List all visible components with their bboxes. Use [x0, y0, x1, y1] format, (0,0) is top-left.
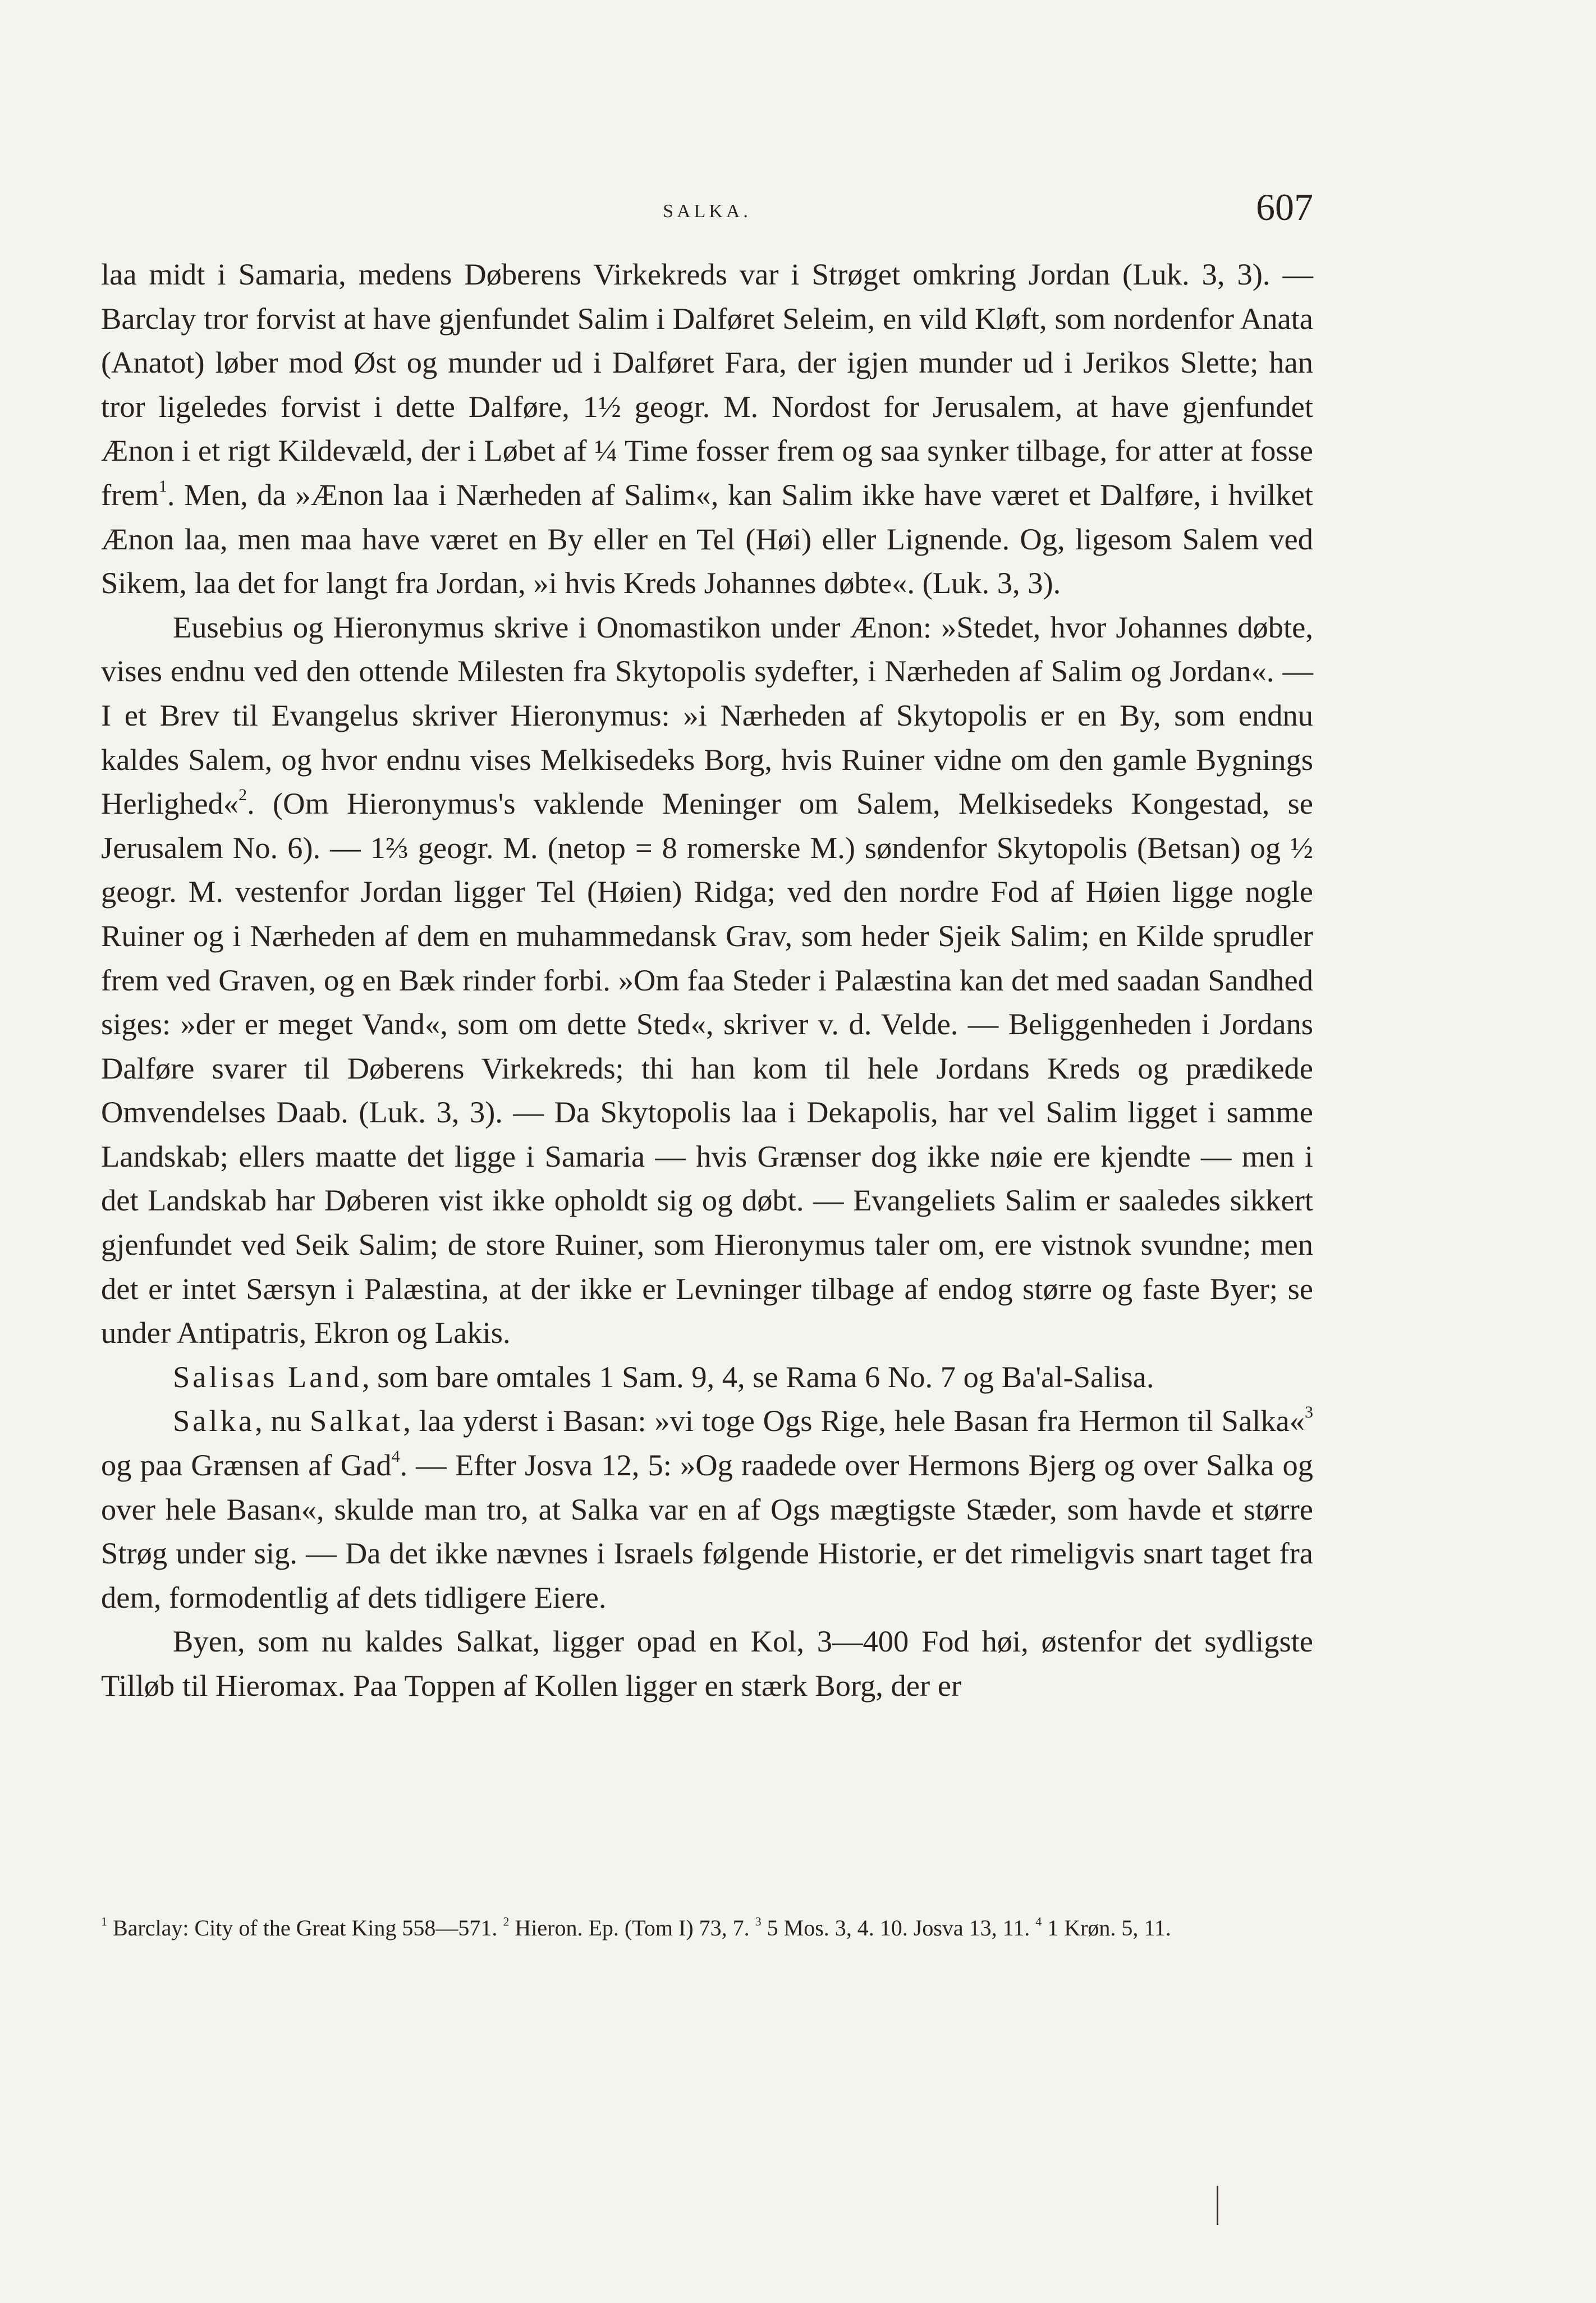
page-number: 607 — [1256, 186, 1313, 228]
registration-mark — [1217, 2186, 1218, 2225]
paragraph — [101, 1399, 1313, 1620]
text-run: Byen, som nu kaldes Salkat, ligger opad en Kol, 3—400 Fod høi, østenfor det sydligste Tilløb til Hieromax. Paa Toppen af Kollen ligger en stærk Borg, der er — [101, 1624, 1313, 1703]
running-head: SALKA. — [663, 201, 751, 222]
text-run: og paa Grænsen af Gad — [101, 1448, 392, 1483]
text-run: 1 Krøn. 5, 11. — [1042, 1915, 1171, 1940]
paragraph — [101, 253, 1313, 605]
footnote-marker: 2 — [239, 786, 247, 805]
page-header — [101, 185, 1313, 247]
footnote-line — [101, 1909, 1313, 1947]
footnote-marker: 3 — [1305, 1403, 1314, 1422]
footnote-marker: 4 — [1035, 1914, 1042, 1929]
footnotes — [101, 1909, 1313, 1947]
paragraph — [101, 605, 1313, 1355]
footnote-marker: 3 — [755, 1914, 762, 1929]
footnote-marker: 1 — [101, 1914, 107, 1929]
footnote-marker: 1 — [158, 477, 167, 496]
footnote-marker: 4 — [391, 1447, 400, 1466]
paragraph — [101, 1355, 1313, 1400]
text-run: , nu — [255, 1403, 310, 1438]
text-run: , laa yderst i Basan: »vi toge Ogs Rige, hele Basan fra Hermon til Salka« — [403, 1403, 1305, 1438]
entry-headword: Salka — [173, 1403, 255, 1438]
text-run: . (Om Hieronymus's vaklende Meninger om Salem, Melkisedeks Kongestad, se Jerusalem No. 6). — 1⅔ geogr. M. (netop = 8 romerske M.) søndenfor Skytopolis (Betsan) og ½ geogr. M. vestenfor Jordan ligger Tel (Høien) Ridga; ved den nordre Fod af Høien ligge nogle Ruiner og i Nærheden af dem en muhammedansk Grav, som heder Sjeik Salim; en Kilde sprudler frem ved Graven, og en Bæk rinder forbi. »Om faa Steder i Palæstina kan det med saadan Sandhed siges: »der er meget Vand«, som om dette Sted«, skriver v. d. Velde. — Beliggenheden i Jordans Dalføre svarer til Døberens Virkekreds; thi han kom til hele Jordans Kreds og prædikede Omvendelses Daab. (Luk. 3, 3). — Da Skytopolis laa i Dekapolis, har vel Salim ligget i samme Landskab; ellers maatte det ligge i Samaria — hvis Grænser dog ikke nøie ere kjendte — men i det Landskab har Døberen vist ikke opholdt sig og døbt. — Evangeliets Salim er saaledes sikkert gjenfundet ved Seik Salim; de store Ruiner, som Hieronymus taler om, ere vistnok svundne; men det er intet Særsyn i Palæstina, at der ikke er Levninger tilbage af endog større og faste Byer; se under Antipatris, Ekron og Lakis. — [101, 786, 1313, 1350]
paragraph — [101, 1620, 1313, 1708]
text-run: 5 Mos. 3, 4. 10. Josva 13, 11. — [761, 1915, 1036, 1940]
text-run: . Men, da »Ænon laa i Nærheden af Salim«, kan Salim ikke have været et Dalføre, i hvilket Ænon laa, men maa have været en By eller en Tel (Høi) eller Lignende. Og, ligesom Salem ved Sikem, laa det for langt fra Jordan, »i hvis Kreds Johannes døbte«. (Luk. 3, 3). — [101, 477, 1313, 600]
text-run: Hieron. Ep. (Tom I) 73, 7. — [509, 1915, 755, 1940]
text-run: . — Efter Josva 12, 5: »Og raadede over Hermons Bjerg og over Salka og over hele Basan«, skulde man tro, at Salka var en af Ogs mægtigste Stæder, som havde et større Strøg under sig. — Da det ikke nævnes i Israels følgende Historie, er det rimeligvis snart taget fra dem, formodentlig af dets tidligere Eiere. — [101, 1448, 1313, 1614]
body-text — [101, 253, 1313, 1708]
entry-headword: Salkat — [309, 1403, 403, 1438]
footnote-marker: 2 — [503, 1914, 510, 1929]
text-run: , som bare omtales 1 Sam. 9, 4, se Rama 6 No. 7 og Ba'al-Salisa. — [362, 1359, 1154, 1394]
entry-headword: Salisas Land — [173, 1359, 362, 1394]
text-run: laa midt i Samaria, medens Døberens Virkekreds var i Strøget omkring Jordan (Luk. 3, 3). — Barclay tror forvist at have gjenfundet Salim i Dalføret Seleim, en vild Kløft, som nordenfor Anata (Anatot) løber mod Øst og munder ud i Dalføret Fara, der igjen munder ud i Jerikos Slette; han tror ligeledes forvist i dette Dalføre, 1½ geogr. M. Nordost for Jerusalem, at have gjenfundet Ænon i et rigt Kildevæld, der i Løbet af ¼ Time fosser frem og saa synker tilbage, for atter at fosse frem — [101, 257, 1313, 512]
text-run: Barclay: City of the Great King 558—571. — [107, 1915, 503, 1940]
text-run: Eusebius og Hieronymus skrive i Onomastikon under Ænon: »Stedet, hvor Johannes døbte, vises endnu ved den ottende Milesten fra Skytopolis sydefter, i Nærheden af Salim og Jordan«. — I et Brev til Evangelus skriver Hieronymus: »i Nærheden af Skytopolis er en By, som endnu kaldes Salem, og hvor endnu vises Melkisedeks Borg, hvis Ruiner vidne om den gamle Bygnings Herlighed« — [101, 609, 1313, 821]
